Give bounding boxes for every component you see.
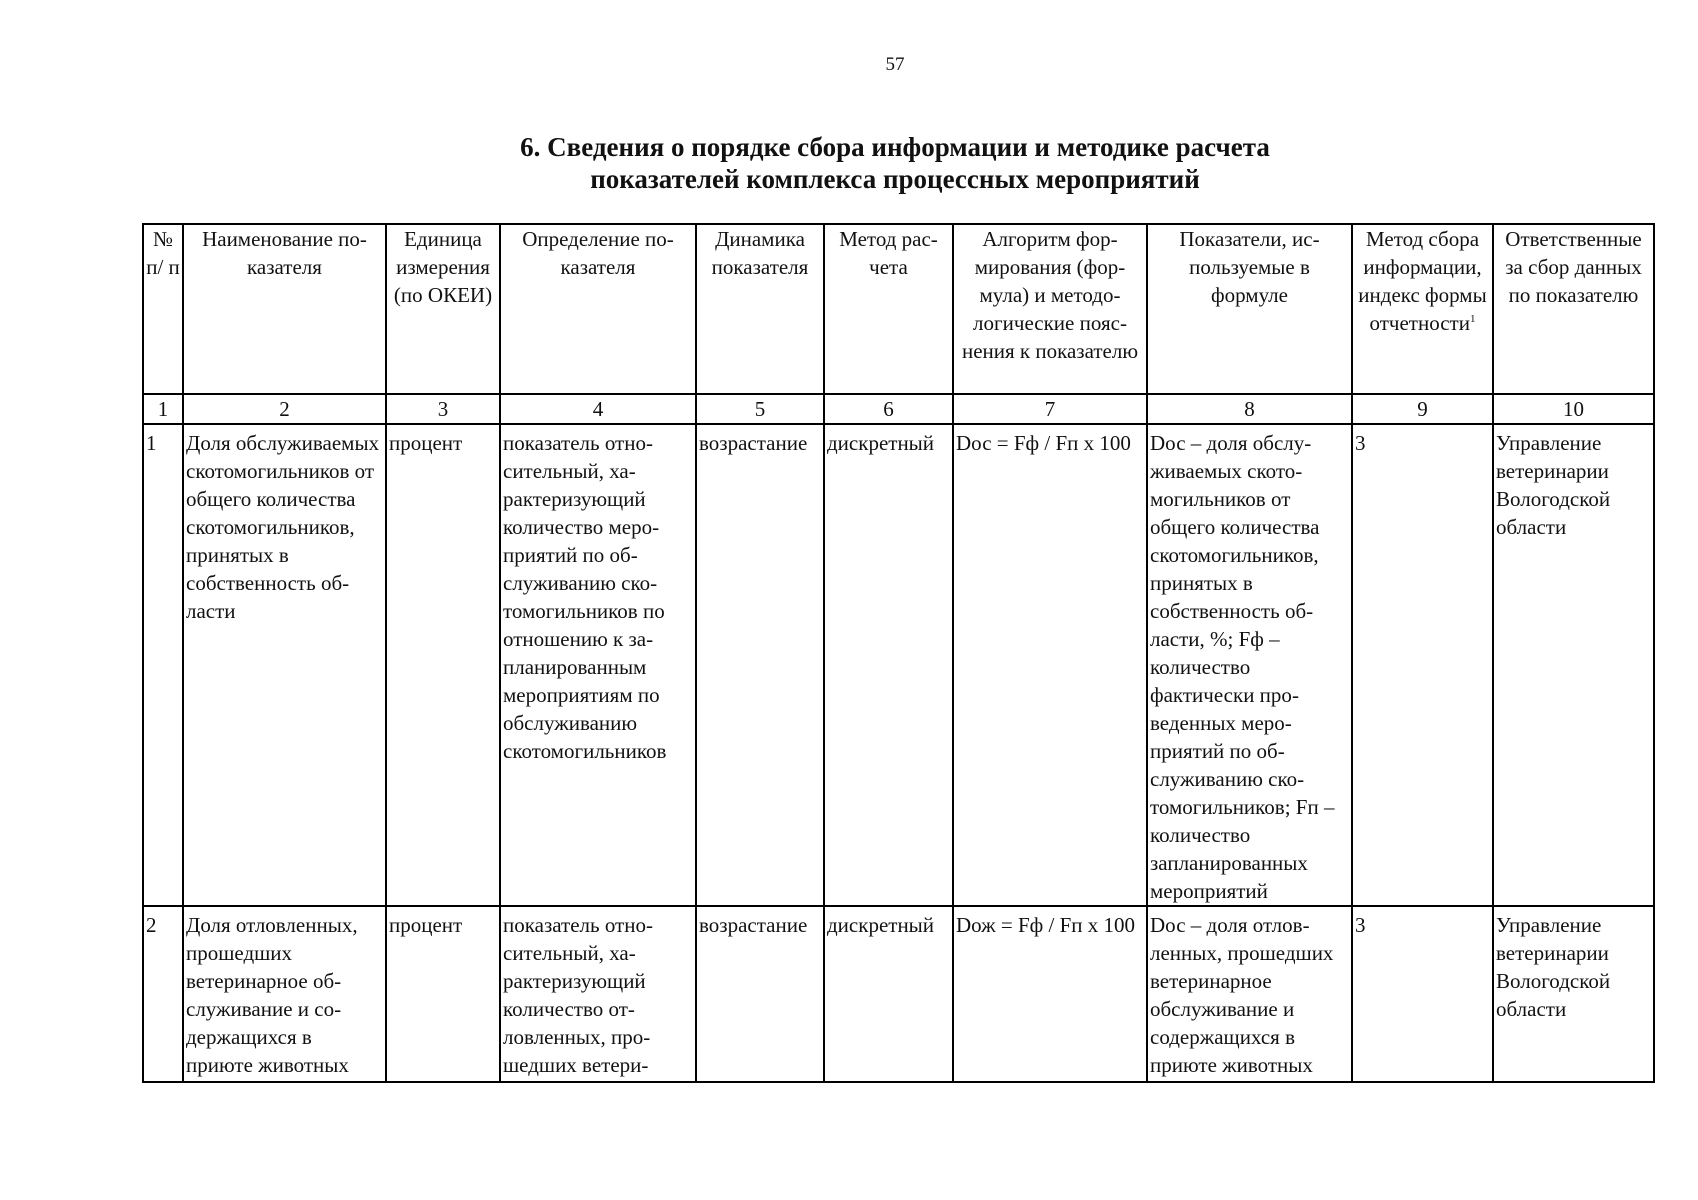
column-number: 8 — [1147, 394, 1352, 424]
header-text: Метод сбора информации, индекс формы отчетности — [1358, 227, 1487, 335]
indicator-dynamics: возрастание — [696, 424, 824, 906]
title-line-2: показателей комплекса процессных мероприятий — [590, 164, 1200, 194]
column-number: 2 — [183, 394, 386, 424]
page-title — [356, 131, 1434, 195]
column-number: 10 — [1493, 394, 1654, 424]
column-number-row — [143, 394, 1654, 424]
calculation-method: дискретный — [824, 424, 953, 906]
header-cell: Ответственные за сбор данных по показателю — [1493, 224, 1654, 394]
row-number: 1 — [143, 424, 183, 906]
responsible: Управление ветеринарии Вологодской области — [1493, 906, 1654, 1082]
indicator-definition: показатель относительный, характеризующий количество мероприятий по обслуживанию скотомогильников по отношению к запланированным мероприятиям по обслуживанию скотомогильников — [500, 424, 696, 906]
header-cell: Показатели, используемые в формуле — [1147, 224, 1352, 394]
collection-method: 3 — [1352, 424, 1493, 906]
formula-variables: Dос – доля отловленных, прошедших ветеринарное обслуживание и содержащихся в приюте животных — [1147, 906, 1352, 1082]
footnote-marker: 1 — [1469, 313, 1476, 325]
formula: Dос = Fф / Fп х 100 — [953, 424, 1147, 906]
header-cell: Метод расчета — [824, 224, 953, 394]
header-cell-collection-method — [1352, 224, 1493, 394]
indicator-name: Доля отловленных, прошедших ветеринарное обслуживание и содержащихся в приюте животных — [183, 906, 386, 1082]
column-number: 9 — [1352, 394, 1493, 424]
indicator-name: Доля обслуживаемых скотомогильников от общего количества скотомогильников, принятых в собственность области — [183, 424, 386, 906]
unit: процент — [386, 424, 500, 906]
header-cell: № п/ п — [143, 224, 183, 394]
formula-variables: Dос – доля обслуживаемых скотомогильников от общего количества скотомогильников, принятых в собственность области, %; Fф – количество фактически проведенных мероприятий по обслуживанию скотомогильников; Fп – количество запланированных мероприятий — [1147, 424, 1352, 906]
responsible: Управление ветеринарии Вологодской области — [1493, 424, 1654, 906]
header-row — [143, 224, 1654, 394]
table-row — [143, 424, 1654, 906]
unit: процент — [386, 906, 500, 1082]
header-cell: Определение показателя — [500, 224, 696, 394]
table-row — [143, 906, 1654, 1082]
page-number: 57 — [885, 54, 905, 75]
header-cell: Алгоритм формирования (формула) и методологические пояснения к показателю — [953, 224, 1147, 394]
row-number: 2 — [143, 906, 183, 1082]
column-number: 5 — [696, 394, 824, 424]
collection-method: 3 — [1352, 906, 1493, 1082]
column-number: 7 — [953, 394, 1147, 424]
formula: Dож = Fф / Fп х 100 — [953, 906, 1147, 1082]
column-number: 6 — [824, 394, 953, 424]
column-number: 3 — [386, 394, 500, 424]
indicator-definition: показатель относительный, характеризующий количество отловленных, прошедших ветери- — [500, 906, 696, 1082]
calculation-method: дискретный — [824, 906, 953, 1082]
header-cell: Наименование показателя — [183, 224, 386, 394]
header-cell: Динамика показателя — [696, 224, 824, 394]
column-number: 1 — [143, 394, 183, 424]
indicators-table — [142, 223, 1655, 1083]
title-line-1: 6. Сведения о порядке сбора информации и методике расчета — [520, 132, 1270, 162]
column-number: 4 — [500, 394, 696, 424]
header-cell: Единица измерения (по ОКЕИ) — [386, 224, 500, 394]
indicator-dynamics: возрастание — [696, 906, 824, 1082]
